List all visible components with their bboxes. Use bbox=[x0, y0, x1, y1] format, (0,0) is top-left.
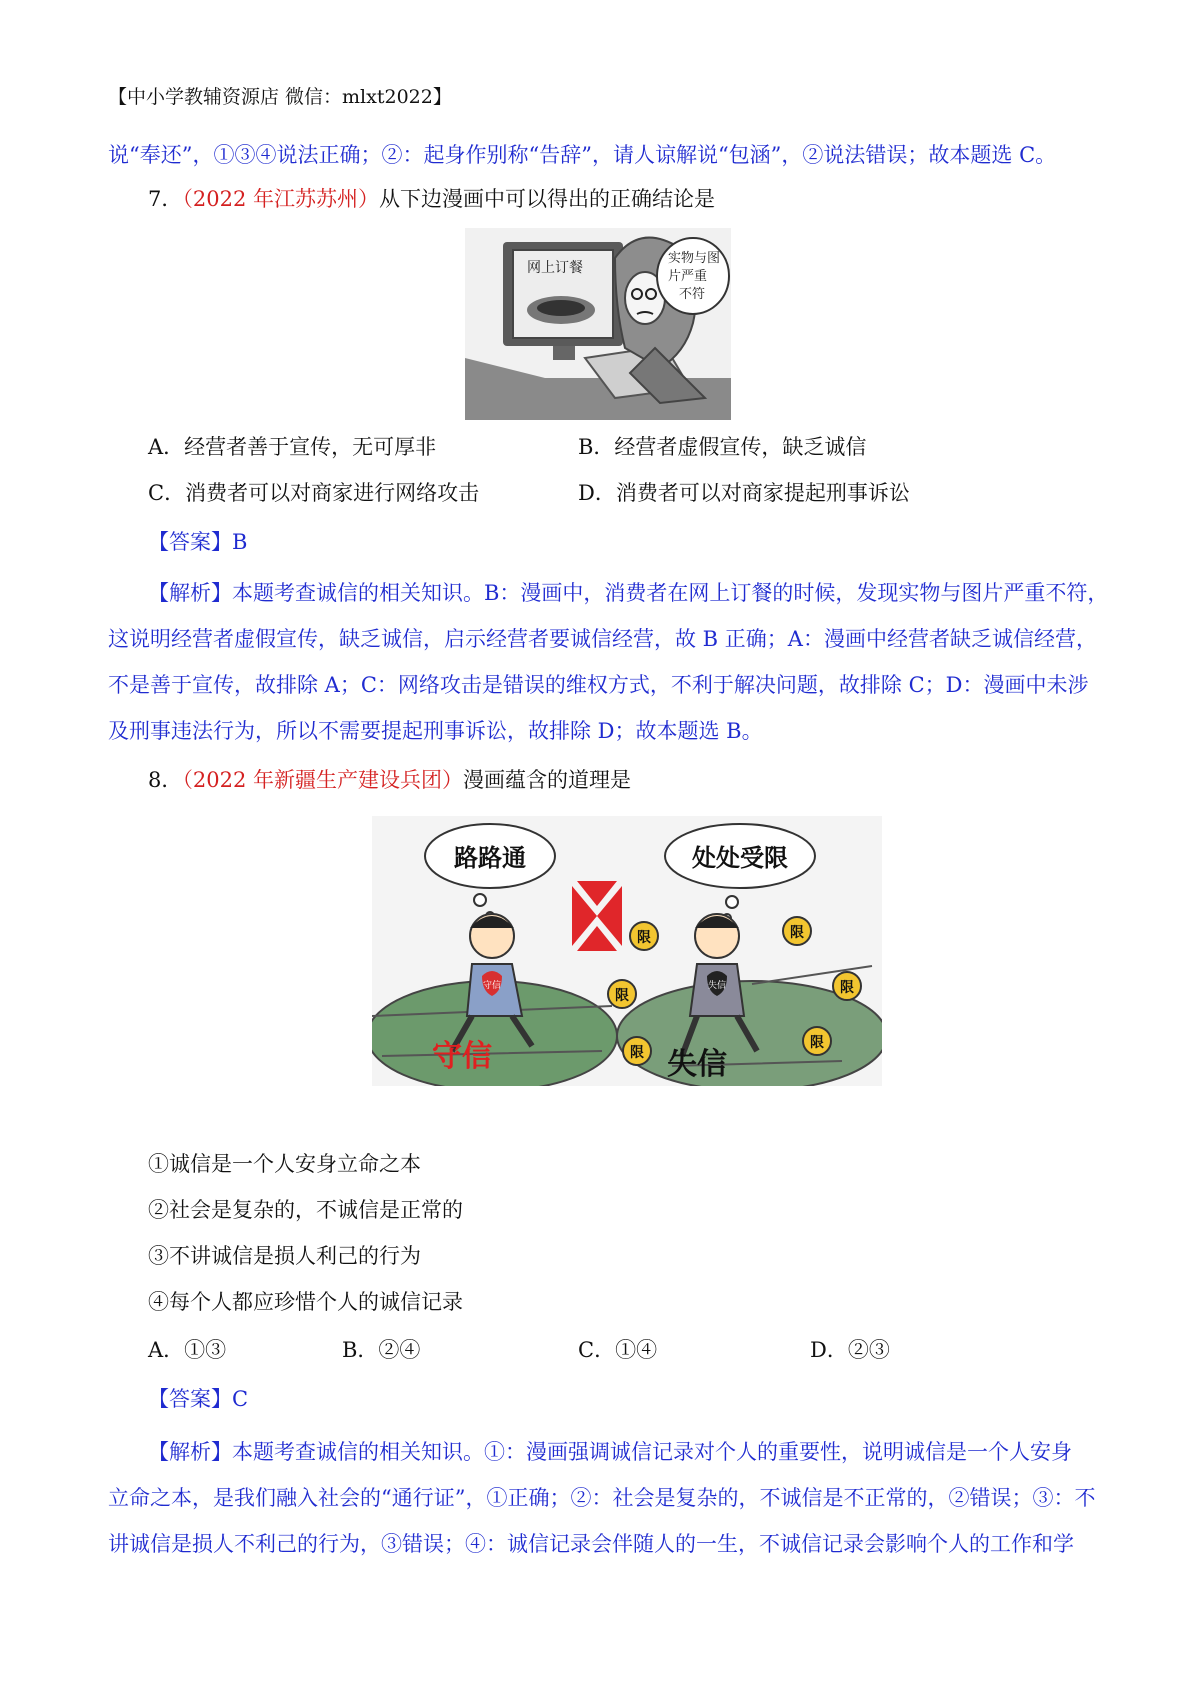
q8-bubble-right: 处处受限 bbox=[692, 844, 788, 872]
q7-screen-text: 网上订餐 bbox=[527, 260, 583, 276]
q8-option-c: C．①④ bbox=[578, 1338, 658, 1362]
q8-analysis-text-1: 本题考查诚信的相关知识。①：漫画强调诚信记录对个人的重要性，说明诚信是一个人安身 bbox=[232, 1440, 1072, 1464]
q8-statement-2: ②社会是复杂的，不诚信是正常的 bbox=[148, 1198, 463, 1222]
q7-option-c: C．消费者可以对商家进行网络攻击 bbox=[148, 481, 480, 505]
q8-sign-4: 限 bbox=[840, 980, 854, 996]
q8-option-d: D．②③ bbox=[810, 1338, 890, 1362]
q8-sign-5: 限 bbox=[630, 1045, 644, 1061]
q8-sign-1: 限 bbox=[637, 930, 651, 946]
q8-heart-right: 失信 bbox=[707, 981, 727, 991]
q7-analysis-line-2: 这说明经营者虚假宣传，缺乏诚信，启示经营者要诚信经营，故 B 正确；A：漫画中经营者缺乏诚信经营， bbox=[108, 627, 1097, 651]
q8-statement-1: ①诚信是一个人安身立命之本 bbox=[148, 1152, 421, 1176]
q7-analysis-line-1 bbox=[148, 578, 1108, 608]
q8-analysis-line-1 bbox=[148, 1437, 1072, 1467]
q7-stem-line bbox=[148, 184, 715, 214]
q8-option-a: A．①③ bbox=[148, 1338, 227, 1362]
q7-bubble-line3: 不符 bbox=[679, 287, 706, 302]
page-header: 【中小学教辅资源店 微信：mlxt2022】 bbox=[108, 86, 452, 108]
q7-cartoon-image bbox=[465, 228, 731, 420]
q7-stem: 从下边漫画中可以得出的正确结论是 bbox=[379, 187, 715, 211]
q8-answer: 【答案】C bbox=[148, 1387, 249, 1411]
q8-analysis-line-3: 讲诚信是损人不利己的行为，③错误；④：诚信记录会伴随人的一生，不诚信记录会影响个人的工作和学 bbox=[108, 1532, 1074, 1556]
q8-sign-2: 限 bbox=[790, 925, 804, 941]
q7-source: （2022 年江苏苏州） bbox=[182, 187, 379, 211]
q7-option-b: B．经营者虚假宣传，缺乏诚信 bbox=[578, 435, 867, 459]
q7-bubble-line2: 片严重 bbox=[668, 269, 708, 284]
q8-stem-line bbox=[148, 765, 631, 795]
q7-answer: 【答案】B bbox=[148, 530, 248, 554]
q8-statement-4: ④每个人都应珍惜个人的诚信记录 bbox=[148, 1290, 463, 1314]
q8-option-b: B．②④ bbox=[342, 1338, 421, 1362]
q7-analysis-text-1: 本题考查诚信的相关知识。B：漫画中，消费者在网上订餐的时候，发现实物与图片严重不符， bbox=[232, 581, 1109, 605]
q8-sign-3: 限 bbox=[615, 988, 629, 1004]
q8-source: （2022 年新疆生产建设兵团） bbox=[182, 768, 463, 792]
q7-bubble-line1: 实物与图 bbox=[668, 251, 721, 266]
q8-analysis-line-2: 立命之本，是我们融入社会的“通行证”，①正确；②：社会是复杂的，不诚信是不正常的，②错误；③：不 bbox=[108, 1486, 1096, 1510]
q8-analysis-tag: 【解析】 bbox=[148, 1440, 232, 1464]
q8-stem: 漫画蕴含的道理是 bbox=[463, 768, 631, 792]
q8-label-left: 守信 bbox=[432, 1039, 492, 1074]
q8-cartoon-image bbox=[372, 816, 882, 1086]
q8-sign-6: 限 bbox=[810, 1035, 824, 1051]
q7-analysis-tag: 【解析】 bbox=[148, 581, 232, 605]
q7-analysis-line-3: 不是善于宣传，故排除 A；C：网络攻击是错误的维权方式，不利于解决问题，故排除 C；D：漫画中未涉 bbox=[108, 673, 1089, 697]
q7-option-d: D．消费者可以对商家提起刑事诉讼 bbox=[578, 481, 910, 505]
q8-label-right: 失信 bbox=[667, 1047, 727, 1082]
q8-heart-left: 守信 bbox=[482, 981, 502, 991]
q8-number: 8． bbox=[148, 768, 183, 792]
q7-analysis-line-4: 及刑事违法行为，所以不需要提起刑事诉讼，故排除 D；故本题选 B。 bbox=[108, 719, 763, 743]
prev-analysis-tail: 说“奉还”，①③④说法正确；②：起身作别称“告辞”，请人谅解说“包涵”，②说法错误；故本题选 C。 bbox=[108, 143, 1057, 167]
q8-statement-3: ③不讲诚信是损人利己的行为 bbox=[148, 1244, 421, 1268]
q7-number: 7． bbox=[148, 187, 183, 211]
q7-option-a: A．经营者善于宣传，无可厚非 bbox=[148, 435, 437, 459]
q8-bubble-left: 路路通 bbox=[454, 844, 526, 872]
